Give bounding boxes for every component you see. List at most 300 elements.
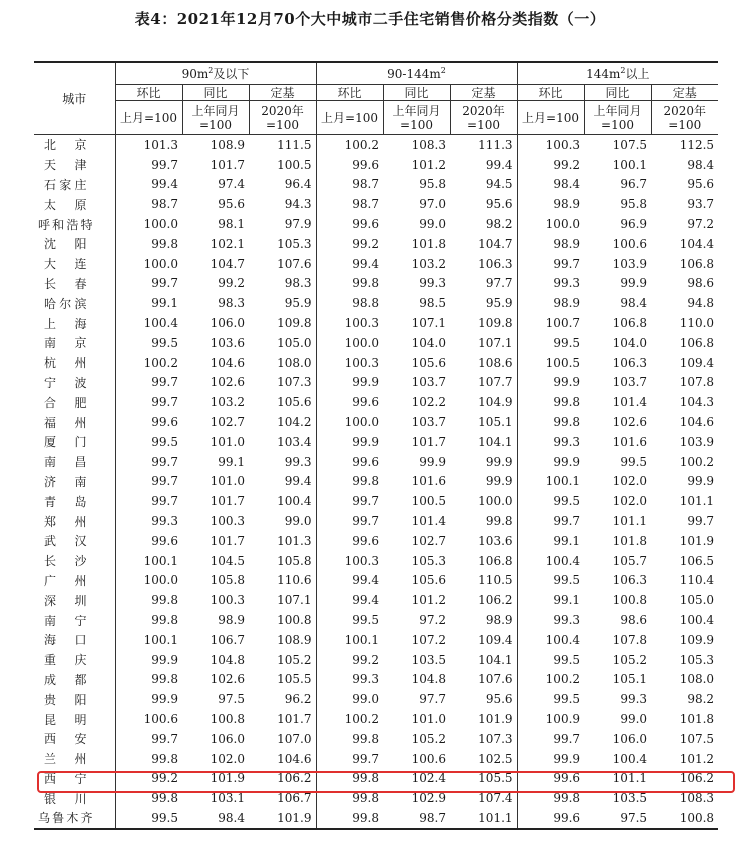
index-value: 108.3 (679, 791, 715, 806)
index-value: 102.6 (210, 672, 245, 687)
index-value: 101.8 (411, 236, 446, 251)
group-header-small: $90m^2$及以下 (115, 62, 316, 85)
index-value: 97.9 (284, 217, 312, 232)
city-name: 西宁 (44, 771, 87, 786)
index-value: 105.1 (612, 672, 648, 687)
index-value: 100.5 (411, 494, 446, 509)
index-value: 98.3 (218, 296, 245, 311)
index-value: 99.5 (115, 432, 182, 452)
index-value: 99.7 (115, 491, 182, 511)
subheader-mom: 环比 (517, 85, 584, 101)
index-value: 101.1 (612, 514, 648, 529)
table-row (34, 333, 718, 353)
index-value: 100.9 (517, 709, 584, 729)
index-value: 99.8 (316, 769, 383, 789)
price-index-table-container (34, 61, 718, 830)
index-value: 99.7 (115, 155, 182, 175)
index-value: 104.7 (478, 236, 513, 251)
city-name: 银川 (44, 791, 87, 806)
table-row (34, 769, 718, 789)
subheader-mom: 环比 (316, 85, 383, 101)
index-value: 110.4 (679, 573, 715, 588)
index-value: 98.9 (485, 613, 513, 628)
index-value: 99.6 (316, 214, 383, 234)
index-value: 100.2 (316, 135, 383, 155)
city-name: 广州 (44, 573, 87, 588)
index-value: 106.0 (612, 731, 648, 746)
index-value: 100.1 (612, 157, 648, 172)
index-value: 103.2 (411, 256, 446, 271)
index-value: 100.6 (411, 751, 446, 766)
index-value: 101.2 (411, 593, 446, 608)
index-value: 99.4 (316, 254, 383, 274)
index-value: 100.3 (316, 353, 383, 373)
index-value: 102.0 (612, 474, 648, 489)
index-value: 99.1 (517, 590, 584, 610)
index-value: 105.6 (411, 573, 446, 588)
index-value: 101.8 (612, 533, 648, 548)
index-value: 100.0 (115, 571, 182, 591)
index-value: 101.9 (210, 771, 245, 786)
city-name: 南昌 (44, 455, 87, 470)
index-value: 102.4 (411, 771, 446, 786)
subheader-fixed-base: 定基 (249, 85, 316, 101)
index-value: 99.6 (316, 452, 383, 472)
index-value: 101.7 (277, 712, 312, 726)
index-value: 100.7 (517, 313, 584, 333)
index-value: 100.3 (517, 135, 584, 155)
table-row (34, 749, 718, 769)
index-value: 103.7 (411, 415, 446, 430)
index-value: 99.9 (485, 454, 513, 469)
index-value: 100.1 (517, 472, 584, 492)
base-header-mom: 上月=100 (316, 101, 383, 135)
index-value: 99.5 (517, 689, 584, 709)
index-value: 103.1 (210, 791, 245, 806)
index-value: 109.4 (478, 632, 513, 647)
index-value: 99.5 (316, 610, 383, 630)
index-value: 98.9 (517, 293, 584, 313)
subheader-fixed-base: 定基 (651, 85, 718, 101)
table-row (34, 472, 718, 492)
index-value: 102.0 (612, 494, 648, 509)
index-value: 98.9 (517, 234, 584, 254)
index-value: 101.2 (679, 751, 715, 766)
index-value: 100.2 (679, 454, 715, 469)
index-value: 105.0 (277, 335, 312, 350)
index-value: 99.5 (517, 491, 584, 511)
index-value: 100.8 (277, 613, 312, 628)
city-name: 贵阳 (44, 692, 87, 707)
city-name: 哈尔滨 (44, 296, 87, 311)
index-value: 103.9 (612, 256, 648, 271)
index-value: 95.8 (620, 197, 648, 212)
city-name: 昆明 (44, 712, 87, 727)
index-value: 93.7 (687, 197, 715, 212)
index-value: 102.0 (210, 751, 245, 766)
index-value: 99.3 (517, 432, 584, 452)
index-value: 105.5 (478, 771, 513, 786)
index-value: 99.1 (115, 293, 182, 313)
base-header-yoy: 上年同月=100 (383, 101, 450, 135)
index-value: 103.5 (411, 652, 446, 667)
table-row (34, 491, 718, 511)
index-value: 99.0 (284, 514, 312, 529)
index-value: 111.3 (478, 137, 513, 152)
index-value: 104.4 (679, 236, 715, 251)
index-value: 102.7 (411, 533, 446, 548)
index-value: 106.8 (679, 335, 715, 350)
index-value: 104.1 (478, 652, 513, 667)
index-value: 107.5 (612, 137, 648, 152)
index-value: 95.6 (485, 197, 513, 212)
city-name: 厦门 (44, 435, 87, 450)
index-value: 99.8 (517, 412, 584, 432)
subheader-mom: 环比 (115, 85, 182, 101)
index-value: 100.4 (612, 751, 648, 766)
index-value: 99.9 (115, 650, 182, 670)
index-value: 99.6 (316, 392, 383, 412)
index-value: 99.9 (419, 454, 446, 469)
index-value: 99.2 (316, 234, 383, 254)
index-value: 95.6 (485, 692, 513, 707)
city-name: 长春 (44, 276, 87, 291)
table-row (34, 571, 718, 591)
index-value: 99.7 (687, 514, 715, 529)
index-value: 108.0 (277, 355, 312, 370)
index-value: 101.0 (210, 474, 245, 489)
index-value: 109.8 (478, 316, 513, 331)
city-name: 西安 (44, 732, 87, 747)
index-value: 107.2 (411, 632, 446, 647)
city-name: 南京 (44, 336, 87, 351)
index-value: 99.7 (115, 392, 182, 412)
city-name: 太原 (44, 197, 87, 212)
table-row (34, 373, 718, 393)
index-value: 99.8 (115, 788, 182, 808)
index-value: 101.6 (411, 474, 446, 489)
index-value: 95.8 (419, 177, 446, 192)
index-value: 99.5 (517, 333, 584, 353)
index-value: 109.8 (277, 316, 312, 331)
city-name: 武汉 (44, 534, 87, 549)
index-value: 99.0 (419, 217, 446, 232)
index-value: 99.1 (218, 454, 245, 469)
index-value: 105.6 (411, 355, 446, 370)
index-value: 99.8 (115, 670, 182, 690)
index-value: 99.8 (115, 590, 182, 610)
base-header-yoy: 上年同月=100 (182, 101, 249, 135)
index-value: 107.6 (277, 256, 312, 271)
index-value: 99.5 (517, 650, 584, 670)
index-value: 99.3 (284, 454, 312, 469)
index-value: 103.7 (411, 375, 446, 390)
index-value: 98.2 (485, 217, 513, 232)
table-row (34, 650, 718, 670)
index-value: 106.5 (679, 553, 715, 568)
index-value: 101.3 (115, 135, 182, 155)
index-value: 105.8 (210, 573, 245, 588)
index-value: 98.2 (687, 692, 715, 707)
index-value: 97.0 (419, 197, 446, 212)
base-header-mom: 上月=100 (517, 101, 584, 135)
index-value: 98.6 (620, 613, 648, 628)
index-value: 102.7 (210, 415, 245, 430)
index-value: 99.6 (115, 531, 182, 551)
city-header: 城市 (34, 62, 115, 135)
index-value: 110.5 (478, 573, 513, 588)
index-value: 98.9 (517, 194, 584, 214)
index-value: 99.2 (115, 769, 182, 789)
city-name: 杭州 (44, 356, 87, 371)
index-value: 99.8 (316, 788, 383, 808)
index-value: 102.5 (478, 751, 513, 766)
index-value: 107.5 (679, 731, 715, 746)
table-row (34, 808, 718, 829)
price-index-table (34, 61, 718, 830)
index-value: 101.9 (478, 712, 513, 726)
index-value: 101.4 (612, 395, 648, 410)
city-name: 上海 (44, 316, 87, 331)
index-value: 105.1 (478, 415, 513, 430)
index-value: 99.7 (316, 491, 383, 511)
city-name: 沈阳 (44, 237, 87, 252)
index-value: 99.6 (517, 769, 584, 789)
index-value: 100.1 (115, 630, 182, 650)
index-value: 106.8 (679, 256, 715, 271)
index-value: 99.8 (517, 788, 584, 808)
index-value: 104.0 (612, 335, 648, 350)
index-value: 106.3 (612, 573, 648, 588)
index-value: 103.5 (612, 791, 648, 806)
city-name: 海口 (44, 633, 87, 648)
index-value: 99.5 (115, 333, 182, 353)
table-row (34, 511, 718, 531)
index-value: 95.6 (687, 177, 715, 192)
index-value: 100.8 (612, 593, 648, 608)
index-value: 100.3 (210, 514, 245, 529)
index-value: 104.8 (210, 652, 245, 667)
group-header-medium: $90-144m^2$ (316, 62, 517, 85)
index-value: 99.3 (517, 274, 584, 294)
index-value: 106.3 (612, 355, 648, 370)
index-value: 99.8 (316, 472, 383, 492)
index-value: 105.8 (277, 553, 312, 568)
index-value: 103.7 (612, 375, 648, 390)
index-value: 106.2 (679, 771, 715, 786)
index-value: 98.7 (316, 175, 383, 195)
index-value: 97.7 (419, 692, 446, 707)
city-name: 深圳 (44, 593, 87, 608)
index-value: 103.6 (478, 533, 513, 548)
index-value: 99.4 (316, 590, 383, 610)
index-value: 107.1 (478, 335, 513, 350)
index-value: 99.9 (517, 452, 584, 472)
city-name: 青岛 (44, 494, 87, 509)
city-name: 石家庄 (44, 177, 87, 192)
index-value: 99.6 (316, 531, 383, 551)
index-value: 100.8 (651, 808, 718, 829)
index-value: 100.3 (316, 551, 383, 571)
index-value: 100.4 (517, 630, 584, 650)
index-value: 104.6 (210, 355, 245, 370)
index-value: 98.1 (218, 217, 245, 232)
index-value: 99.3 (316, 670, 383, 690)
index-value: 110.0 (679, 316, 715, 331)
table-row (34, 313, 718, 333)
table-row (34, 274, 718, 294)
table-row (34, 670, 718, 690)
city-name: 郑州 (44, 514, 87, 529)
index-value: 101.1 (450, 808, 517, 829)
index-value: 102.6 (210, 375, 245, 390)
index-value: 107.7 (478, 375, 513, 390)
index-value: 108.0 (679, 672, 715, 687)
index-value: 99.2 (316, 650, 383, 670)
index-value: 99.7 (115, 729, 182, 749)
index-value: 99.0 (620, 712, 648, 726)
table-row (34, 155, 718, 175)
index-value: 100.0 (115, 254, 182, 274)
city-name: 济南 (44, 474, 87, 489)
index-value: 99.7 (115, 452, 182, 472)
index-value: 99.3 (419, 276, 446, 291)
index-value: 105.2 (612, 652, 648, 667)
index-value: 99.5 (115, 808, 182, 829)
index-value: 100.0 (115, 214, 182, 234)
index-value: 100.3 (210, 593, 245, 608)
index-value: 106.2 (478, 593, 513, 608)
index-value: 99.6 (316, 155, 383, 175)
index-value: 99.8 (115, 234, 182, 254)
index-value: 98.9 (218, 613, 245, 628)
index-value: 106.7 (277, 791, 312, 806)
table-row (34, 293, 718, 313)
index-value: 101.8 (679, 712, 715, 726)
index-value: 101.7 (210, 157, 245, 172)
index-value: 99.7 (316, 511, 383, 531)
index-value: 101.7 (210, 494, 245, 509)
table-row (34, 392, 718, 412)
index-value: 99.1 (517, 531, 584, 551)
city-name: 乌鲁木齐 (34, 808, 115, 829)
index-value: 99.4 (284, 474, 312, 489)
index-value: 103.4 (277, 434, 312, 449)
index-value: 99.8 (517, 392, 584, 412)
index-value: 104.8 (411, 672, 446, 687)
index-value: 99.4 (485, 157, 513, 172)
index-value: 100.3 (316, 313, 383, 333)
index-value: 106.8 (612, 316, 648, 331)
index-value: 105.0 (679, 593, 715, 608)
index-value: 106.0 (210, 731, 245, 746)
index-value: 98.7 (115, 194, 182, 214)
index-value: 109.4 (679, 355, 715, 370)
base-header-yoy: 上年同月=100 (584, 101, 651, 135)
table-row (34, 590, 718, 610)
table-row (34, 788, 718, 808)
index-value: 104.1 (478, 434, 513, 449)
index-value: 101.1 (612, 771, 648, 786)
index-value: 105.2 (277, 652, 312, 667)
index-value: 105.5 (277, 672, 312, 687)
index-value: 107.6 (478, 672, 513, 687)
index-value: 97.2 (687, 217, 715, 232)
index-value: 96.2 (284, 692, 312, 707)
index-value: 99.3 (620, 692, 648, 707)
table-row (34, 531, 718, 551)
index-value: 108.3 (411, 137, 446, 152)
base-header-fixed-base: 2020年=100 (249, 101, 316, 135)
index-value: 101.4 (411, 514, 446, 529)
index-value: 99.5 (517, 571, 584, 591)
index-value: 94.3 (284, 197, 312, 212)
index-value: 99.8 (316, 729, 383, 749)
index-value: 99.7 (517, 254, 584, 274)
index-value: 96.9 (620, 217, 648, 232)
index-value: 99.4 (115, 175, 182, 195)
index-value: 99.0 (316, 689, 383, 709)
index-value: 99.3 (115, 511, 182, 531)
index-value: 101.0 (210, 434, 245, 449)
index-value: 99.8 (316, 808, 383, 829)
index-value: 100.0 (316, 412, 383, 432)
index-value: 107.8 (612, 632, 648, 647)
table-row (34, 412, 718, 432)
index-value: 101.0 (411, 712, 446, 726)
index-value: 98.6 (687, 276, 715, 291)
index-value: 99.4 (316, 571, 383, 591)
city-name: 兰州 (44, 752, 87, 767)
index-value: 94.5 (485, 177, 513, 192)
index-value: 99.8 (115, 610, 182, 630)
index-value: 99.8 (115, 749, 182, 769)
index-value: 99.3 (517, 610, 584, 630)
table-row (34, 551, 718, 571)
index-value: 103.2 (210, 395, 245, 410)
index-value: 106.3 (478, 256, 513, 271)
table-row (34, 214, 718, 234)
index-value: 97.5 (584, 808, 651, 829)
table-header (34, 62, 718, 135)
index-value: 99.6 (115, 412, 182, 432)
index-value: 99.2 (517, 155, 584, 175)
index-value: 97.7 (485, 276, 513, 291)
city-name: 大连 (44, 257, 87, 272)
index-value: 104.9 (478, 395, 513, 410)
index-value: 98.7 (316, 194, 383, 214)
index-value: 106.2 (277, 771, 312, 786)
index-value: 99.9 (485, 474, 513, 489)
index-value: 105.7 (612, 553, 648, 568)
index-value: 106.0 (210, 316, 245, 331)
index-value: 99.9 (316, 373, 383, 393)
city-name: 重庆 (44, 653, 87, 668)
index-value: 105.2 (411, 731, 446, 746)
index-value: 109.9 (679, 632, 715, 647)
city-name: 长沙 (44, 554, 87, 569)
group-header-large: $144m^2$以上 (517, 62, 718, 85)
index-value: 104.5 (210, 553, 245, 568)
index-value: 100.2 (316, 709, 383, 729)
index-value: 104.6 (679, 415, 715, 430)
index-value: 97.5 (218, 692, 245, 707)
index-value: 100.2 (115, 353, 182, 373)
index-value: 101.2 (411, 157, 446, 172)
table-row (34, 610, 718, 630)
index-value: 94.8 (687, 296, 715, 311)
index-value: 96.4 (284, 177, 312, 192)
